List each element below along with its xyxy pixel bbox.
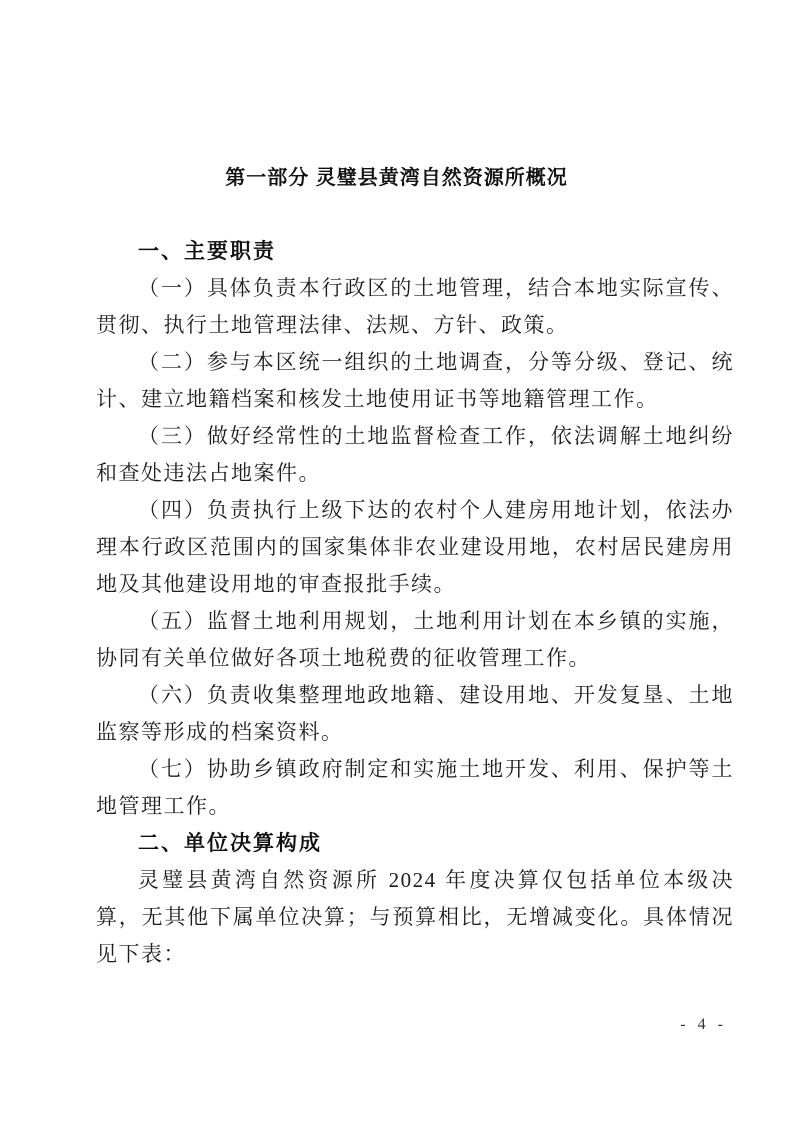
section-heading-budget-composition: 二、单位决算构成 <box>138 832 322 855</box>
duty-paragraph-1: （一）具体负责本行政区的土地管理，结合本地实际宣传、贯彻、执行土地管理法律、法规、方针、政策。 <box>96 276 734 337</box>
duty-paragraph-2: （二）参与本区统一组织的土地调查，分等分级、登记、统计、建立地籍档案和核发土地使用证书等地籍管理工作。 <box>96 350 734 411</box>
budget-composition-paragraph: 灵璧县黄湾自然资源所 2024 年度决算仅包括单位本级决算，无其他下属单位决算；与预算相比，无增减变化。具体情况见下表： <box>96 868 734 966</box>
duty-paragraph-3: （三）做好经常性的土地监督检查工作，依法调解土地纠纷和查处违法占地案件。 <box>96 424 734 485</box>
duty-paragraph-5: （五）监督土地利用规划，土地利用计划在本乡镇的实施，协同有关单位做好各项土地税费的征收管理工作。 <box>96 609 734 670</box>
document-title: 第一部分 灵璧县黄湾自然资源所概况 <box>225 167 568 189</box>
document-body <box>96 233 734 973</box>
duty-paragraph-4: （四）负责执行上级下达的农村个人建房用地计划，依法办理本行政区范围内的国家集体非农业建设用地，农村居民建房用地及其他建设用地的审查报批手续。 <box>96 498 734 596</box>
duty-paragraph-7: （七）协助乡镇政府制定和实施土地开发、利用、保护等土地管理工作。 <box>96 757 734 818</box>
section-heading-main-duties: 一、主要职责 <box>138 240 276 263</box>
page-number: - 4 - <box>680 1016 727 1033</box>
duty-paragraph-6: （六）负责收集整理地政地籍、建设用地、开发复垦、土地监察等形成的档案资料。 <box>96 683 734 744</box>
